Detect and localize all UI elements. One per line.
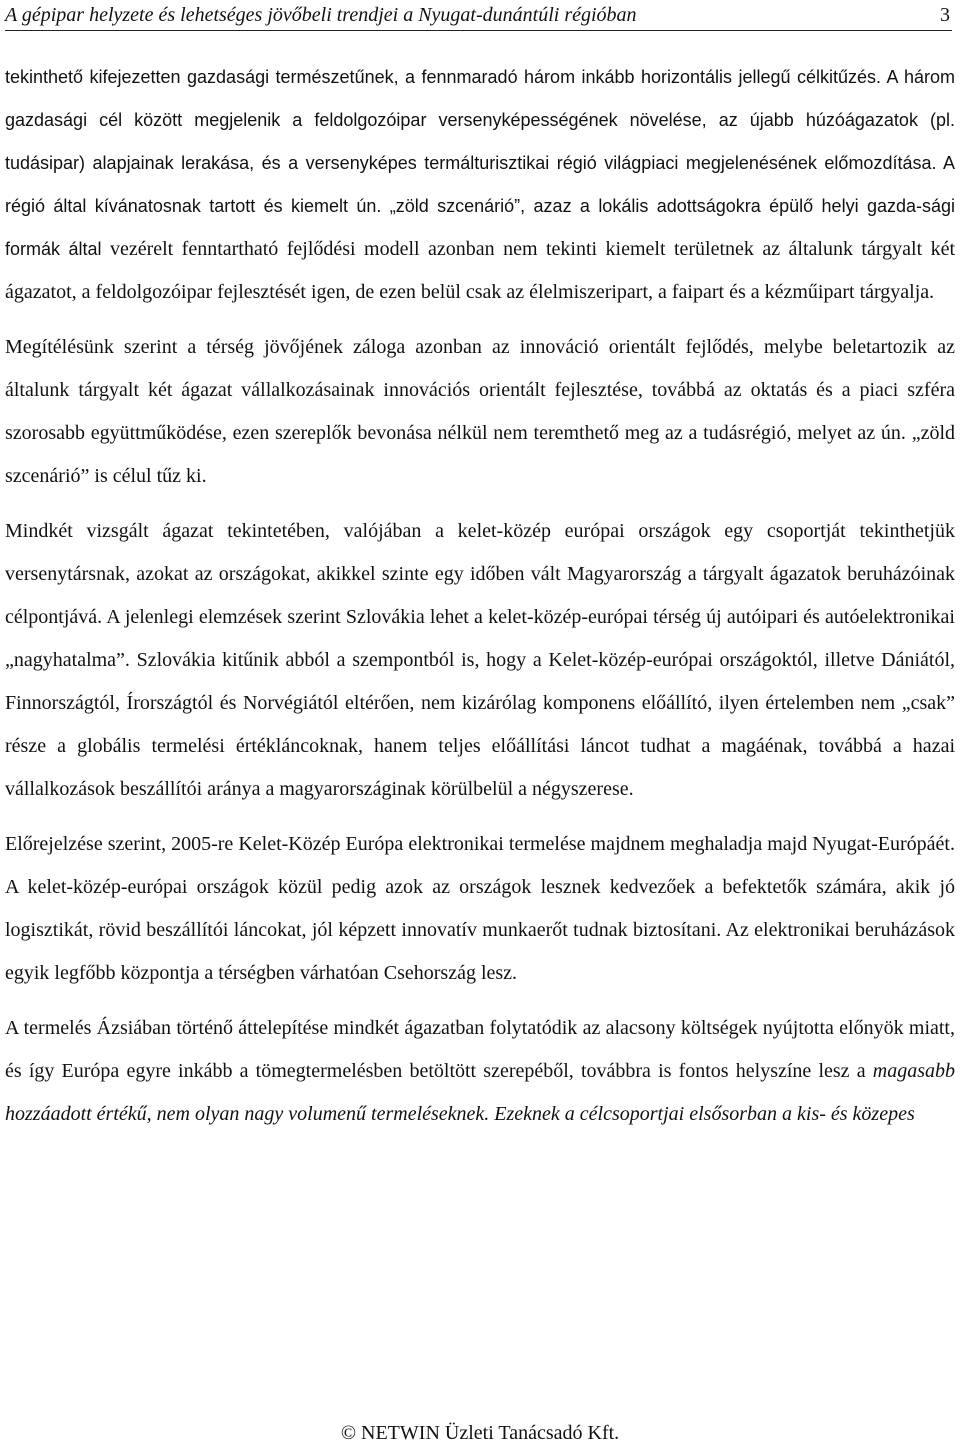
paragraph-1-sans-part: tekinthető kifejezetten gazdasági természetűnek, a fennmaradó három inkább horizontális jellegű célkitűzés. A három gazdasági cél között megjelenik a feldolgozóipar versenyképességének növelése, az újabb húzóágazatok (pl. tudásipar) alapjainak lerakása, és a versenyképes termálturisztikai régió világpiaci megjelenésének előmozdítása. A régió által kívánatosnak tartott és kiemelt ún. „zöld szcenárió”, azaz a lokális adottságokra épülő helyi gazda-sági formák által — [5, 67, 955, 259]
paragraph-2: Megítélésünk szerint a térség jövőjének záloga azonban az innováció orientált fejlődés, melybe beletartozik az általunk tárgyalt két ágazat vállalkozásainak innovációs orientált fejlesztése, továbbá az oktatás és a piaci szféra szorosabb együttműködése, ezen szereplők bevonása nélkül nem teremthető meg az a tudásrégió, melyet az ún. „zöld szcenárió” is célul tűz ki. — [5, 336, 955, 487]
paragraph-5-normal-part: A termelés Ázsiában történő áttelepítése mindkét ágazatban folytatódik az alacsony költségek nyújtotta előnyök miatt, és így Európa egyre inkább a tömegtermelésben betöltött szerepéből, továbbra is fontos helyszíne lesz a — [5, 1017, 955, 1082]
paragraph-1-serif-part: vezérelt fenntartható fejlődési modell azonban nem tekinti kiemelt területnek az általunk tárgyalt két ágazatot, a feldolgozóipar fejlesztését igen, de ezen belül csak az élelmiszeripart, a faipart és a kézműipart tárgyalja. — [5, 238, 956, 303]
running-title: A gépipar helyzete és lehetséges jövőbeli trendjei a Nyugat-dunántúli régióban — [5, 3, 637, 26]
page-header — [5, 0, 952, 31]
page-number: 3 — [940, 3, 950, 26]
paragraph-4: Előrejelzése szerint, 2005-re Kelet-Közép Európa elektronikai termelése majdnem meghaladja majd Nyugat-Európáét. A kelet-közép-európai országok közül pedig azok az országok lesznek kedvezőek a befektetők számára, akik jó logisztikát, rövid beszállítói láncokat, jól képzett innovatív munkaerőt tudnak biztosítani. Az elektronikai beruházások egyik legfőbb központja a térségben várhatóan Csehország lesz. — [5, 833, 955, 984]
copyright-notice: © NETWIN Üzleti Tanácsadó Kft. — [340, 1422, 620, 1444]
paragraph-5-italic-part: magasabb hozzáadott értékű, nem olyan nagy volumenű termeléseknek. Ezeknek a célcsoportjai elsősorban a kis- és közepes — [5, 1060, 955, 1125]
document-body — [5, 56, 955, 1136]
paragraph-3: Mindkét vizsgált ágazat tekintetében, valójában a kelet-közép európai országok egy csoportját tekinthetjük versenytársnak, azokat az országokat, akikkel szinte egy időben vált Magyarország a tárgyalt ágazatok beruházóinak célpontjává. A jelenlegi elemzések szerint Szlovákia lehet a kelet-közép-európai térség új autóipari és autóelektronikai „nagyhatalma”. Szlovákia kitűnik abból a szempontból is, hogy a Kelet-közép-európai országoktól, illetve Dániától, Finnországtól, Írországtól és Norvégiától eltérően, nem kizárólag komponens előállító, ilyen értelemben nem „csak” része a globális termelési értékláncoknak, hanem teljes előállítási láncot tudhat a magáénak, továbbá a hazai vállalkozások beszállítói aránya a magyarországinak körülbelül a négyszerese. — [5, 520, 955, 800]
paragraph-5 — [5, 1007, 955, 1136]
paragraph-1 — [5, 56, 955, 314]
page-footer — [0, 1422, 960, 1445]
